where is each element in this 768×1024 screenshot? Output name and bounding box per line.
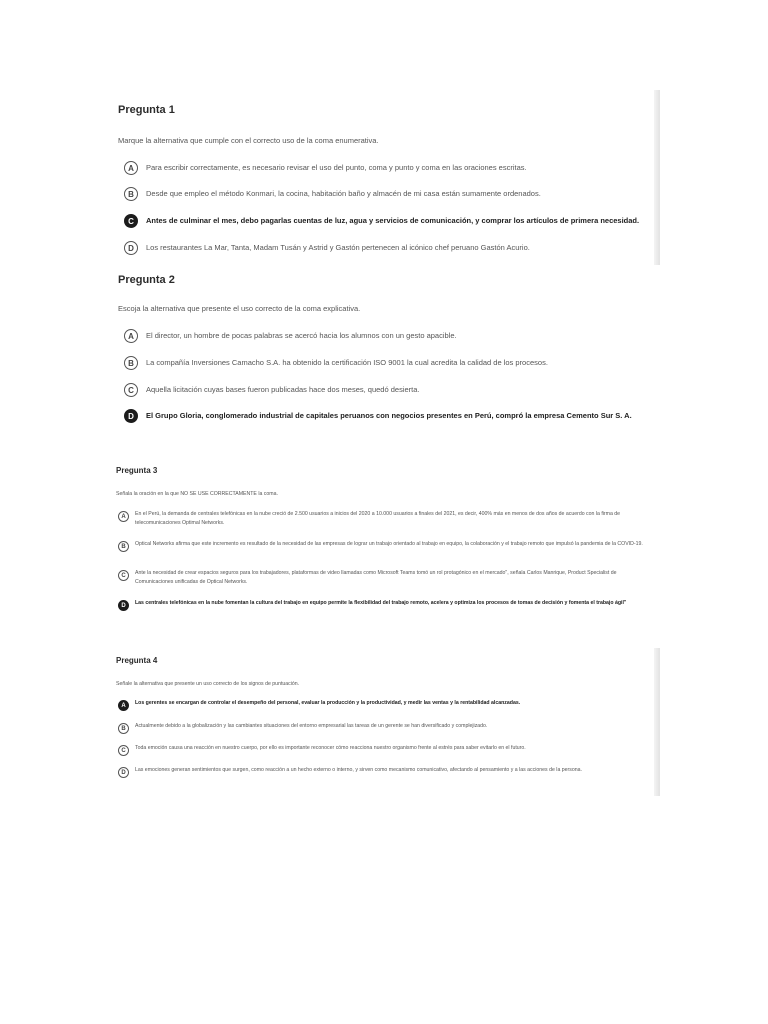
option-radio[interactable]: B [124, 187, 138, 201]
option-text: Los restaurantes La Mar, Tanta, Madam Tusán y Astrid y Gastón pertenecen al icónico chef peruano Gastón Acurio. [146, 243, 530, 252]
option-radio[interactable]: A [124, 161, 138, 175]
option-radio[interactable]: B [118, 723, 129, 734]
option-text: Antes de culminar el mes, debo pagarlas cuentas de luz, agua y servicios de comunicación, y comprar los artículos de primera necesidad. [146, 216, 640, 225]
question-2-option-b[interactable] [124, 356, 548, 370]
question-4-option-b[interactable] [118, 722, 653, 734]
option-text: El director, un hombre de pocas palabras se acercó hacia los alumnos con un gesto apacible. [146, 331, 457, 340]
option-radio[interactable]: C [118, 745, 129, 756]
option-text: Actualmente debido a la globalización y las cambiantes situaciones del entorno empresarial las tareas de un gerente se han diversificado y complejizado. [135, 723, 488, 729]
option-text: Toda emoción causa una reacción en nuestro cuerpo, por ello es importante reconocer cómo reacciona nuestro organismo frente al estrés para saber evitarlo en el futuro. [135, 745, 526, 751]
option-radio[interactable]: B [118, 541, 129, 552]
question-2-panel [0, 265, 662, 435]
option-radio[interactable]: D [118, 767, 129, 778]
option-text: Optical Networks afirma que este incremento es resultado de la necesidad de las empresas de lograr un trabajo orientado al trabajo en equipo, la colaboración y el trabajo remoto que impulsó la pandemia de la COVID-19. [135, 541, 643, 547]
option-radio[interactable]: D [124, 241, 138, 255]
question-2-title: Pregunta 2 [118, 274, 175, 286]
question-3-option-a[interactable] [118, 510, 653, 527]
question-1-option-a[interactable] [124, 161, 527, 175]
question-4-option-d[interactable] [118, 766, 653, 778]
question-4-option-a[interactable] [118, 699, 653, 711]
question-4-panel [0, 648, 662, 796]
option-radio[interactable]: C [124, 383, 138, 397]
question-1-option-c[interactable] [124, 214, 639, 228]
option-text: Para escribir correctamente, es necesario revisar el uso del punto, coma y punto y coma en las oraciones escritas. [146, 163, 527, 172]
option-text: Ante la necesidad de crear espacios seguros para los trabajadores, plataformas de video llamadas como Microsoft Teams tomó un rol protagónico en el mercado", señala Carlos Manrique, Product Specialist de Comunicaciones unificadas de Optical Networks. [135, 570, 617, 585]
option-radio[interactable]: A [118, 511, 129, 522]
panel-edge [654, 90, 660, 265]
option-text: Las centrales telefónicas en la nube fomentan la cultura del trabajo en equipo permite la flexibilidad del trabajo remoto, acelera y optimiza los procesos de tomas de decisión y fomenta el trabajo ágil" [135, 600, 627, 606]
question-3-title: Pregunta 3 [116, 466, 158, 475]
option-radio[interactable]: A [124, 329, 138, 343]
question-1-stem: Marque la alternativa que cumple con el correcto uso de la coma enumerativa. [118, 136, 379, 145]
question-3-option-d[interactable] [118, 599, 653, 611]
question-2-option-a[interactable] [124, 329, 457, 343]
question-1-title: Pregunta 1 [118, 104, 175, 116]
question-3-option-b[interactable] [118, 540, 653, 552]
option-text: El Grupo Gloria, conglomerado industrial de capitales peruanos con negocios presentes en Perú, compró la empresa Cemento Sur S. A. [146, 411, 632, 420]
panel-edge [654, 648, 660, 796]
option-text: La compañía Inversiones Camacho S.A. ha obtenido la certificación ISO 9001 la cual acredita la calidad de los procesos. [146, 358, 548, 367]
question-3-option-c[interactable] [118, 569, 653, 586]
option-text: Desde que empleo el método Konmari, la cocina, habitación baño y almacén de mi casa están sumamente ordenados. [146, 189, 541, 198]
question-3-stem: Señala la oración en la que NO SE USE CORRECTAMENTE la coma. [116, 491, 278, 497]
question-4-title: Pregunta 4 [116, 656, 158, 665]
option-radio[interactable]: C [118, 570, 129, 581]
question-1-option-d[interactable] [124, 241, 530, 255]
question-4-option-c[interactable] [118, 744, 653, 756]
option-radio-selected[interactable]: A [118, 700, 129, 711]
option-text: Los gerentes se encargan de controlar el desempeño del personal, evaluar la producción y la productividad, y medir las ventas y la rentabilidad alcanzadas. [135, 700, 521, 706]
option-radio-selected[interactable]: C [124, 214, 138, 228]
question-2-option-d[interactable] [124, 409, 632, 423]
question-4-stem: Señale la alternativa que presente un uso correcto de los signos de puntuación. [116, 681, 300, 687]
option-text: En el Perú, la demanda de centrales telefónicas en la nube creció de 2.500 usuarios a inicios del 2020 a 10.000 usuarios a finales del 2021, es decir, 400% más en menos de dos años de acuerdo con la firma de telecomunicaciones Optimal Networks. [135, 511, 621, 526]
question-2-stem: Escoja la alternativa que presente el uso correcto de la coma explicativa. [118, 304, 361, 313]
option-text: Aquella licitación cuyas bases fueron publicadas hace dos meses, quedó desierta. [146, 385, 420, 394]
question-1-option-b[interactable] [124, 187, 541, 201]
option-radio-selected[interactable]: D [118, 600, 129, 611]
question-2-option-c[interactable] [124, 383, 420, 397]
question-3-panel [0, 460, 662, 630]
option-radio-selected[interactable]: D [124, 409, 138, 423]
option-radio[interactable]: B [124, 356, 138, 370]
question-1-panel [0, 90, 662, 265]
option-text: Las emociones generan sentimientos que surgen, como reacción a un hecho externo o interno, y sirven como mecanismo comunicativo, afectando al pensamiento y a las acciones de la persona. [135, 767, 582, 773]
